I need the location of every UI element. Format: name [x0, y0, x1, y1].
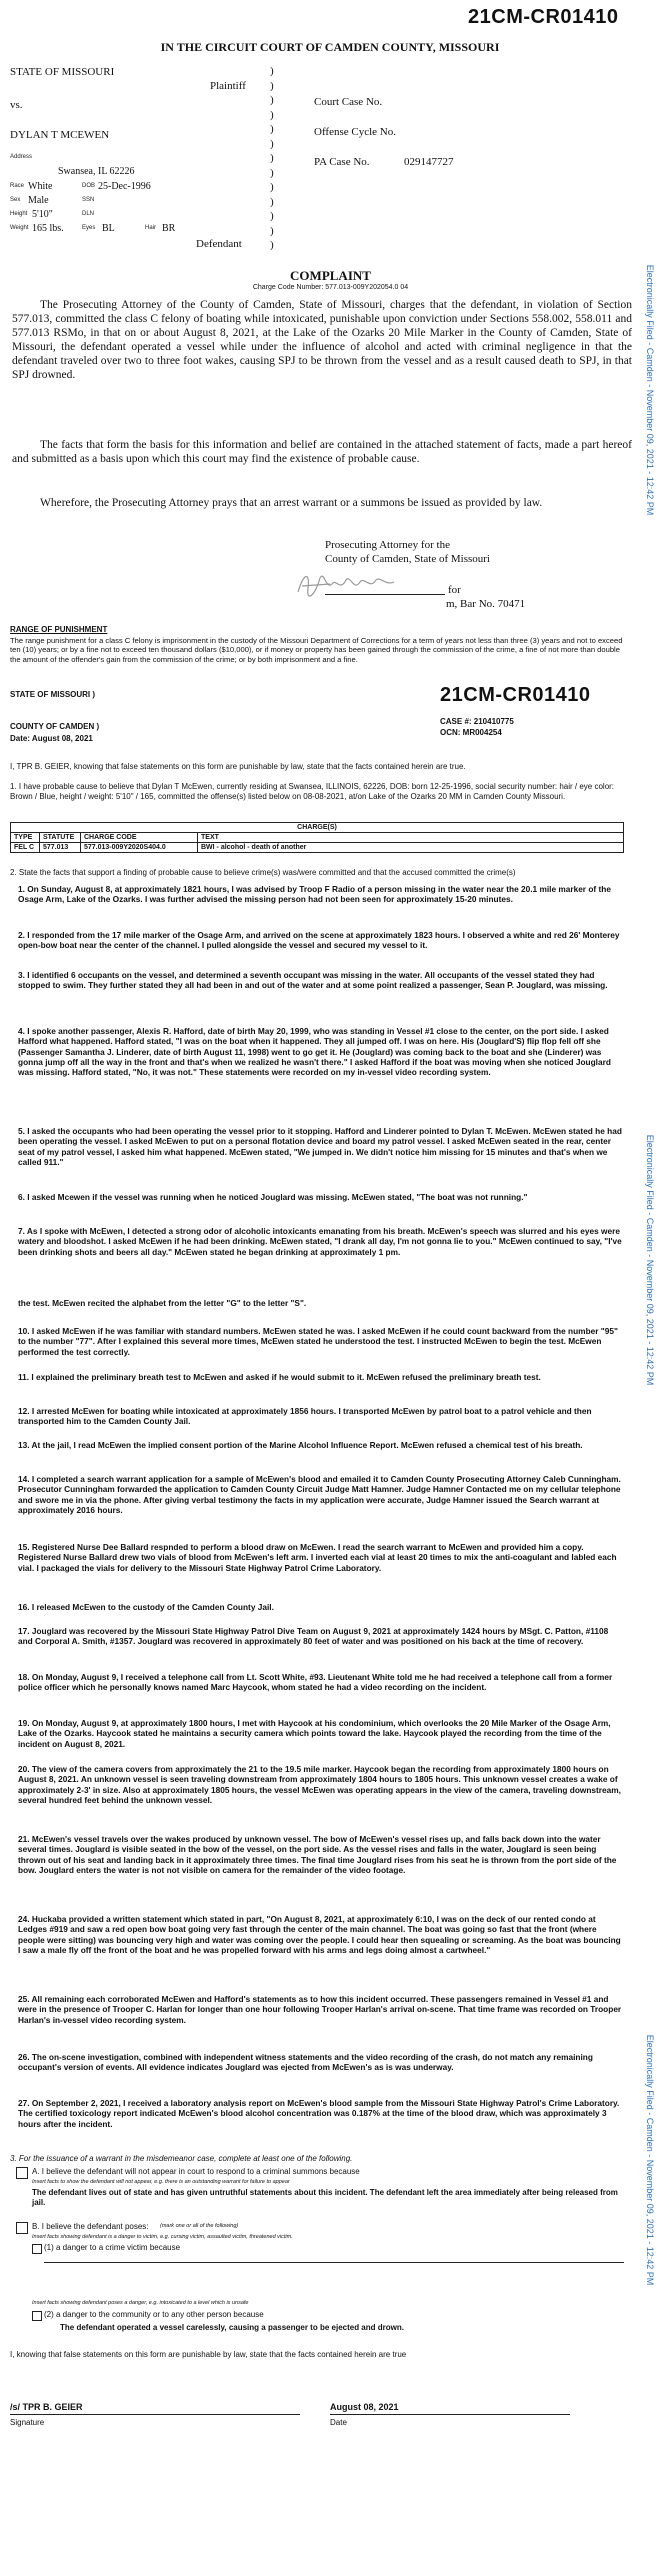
- charges-header-code: CHARGE CODE: [81, 833, 198, 843]
- pa-case-label: PA Case No.: [314, 156, 370, 168]
- option-b1-text: (1) a danger to a crime victim because: [44, 2243, 181, 2252]
- prosecutor-signature: [290, 566, 400, 602]
- sig-line-1: Prosecuting Attorney for the: [325, 539, 450, 551]
- statement-date: Date: August 08, 2021: [10, 734, 93, 743]
- fact-27: 27. On September 2, 2021, I received a laboratory analysis report on McEwen's blood sample from the Missouri State Highway Patrol's Crime Laboratory. The certified toxicology report indicated McEwen's blood alcohol concentration was 0.187% at the time of the blood draw, which was approximately 3 hours after the incident.: [18, 2098, 620, 2129]
- range-text: The range punishment for a class C felony is imprisonment in the custody of the Missouri Department of Corrections for a term of years not less than three (3) years and not to exceed ten (10) years; or by a fine not to exceed ten thousand dollars ($10,000), or if money or property has been gained through the commission of the crime, a fine of not more than double the amount of the offender's gain from the commission of the crime; or by both imprisonment and a fine.: [10, 636, 623, 664]
- fact-15: 15. Registered Nurse Dee Ballard respnded to perform a blood draw on McEwen. I read the search warrant to McEwen and provided him a copy. Registered Nurse Ballard drew two vials of blood from McEwen's left arm. I inverted each vial at least 20 times to mix the anti-coagulant and labled each vial. I packaged the vials for delivery to the Missouri State Highway Patrol Crime Laboratory.: [18, 1542, 617, 1573]
- fact-26: 26. The on-scene investigation, combined with independent witness statements and the video recording of the crash, do not match any remaining occupant's version of events. All evidence indicates Jouglard was ejected from McEwen's as is was underway.: [18, 2052, 593, 2073]
- fact-9-continued: the test. McEwen recited the alphabet from the letter "G" to the letter "S".: [18, 1298, 307, 1308]
- option-b2-text: (2) a danger to the community or to any other person because: [44, 2310, 264, 2319]
- fact-16: 16. I released McEwen to the custody of the Camden County Jail.: [18, 1602, 274, 1612]
- fact-4: 4. I spoke another passenger, Alexis R. Hafford, date of birth May 20, 1999, who was standing in Vessel #1 close to the center, on the port side. I asked Hafford what happened. Hafford stated, "I was on the boat when it happened. They all jumped off. I was on here. His (Jouglard'S) flip flop fell off she (Passenger Samantha J. Linderer, date of birth August 11, 1998) went to go get it. He (Jouglard) was coming back to the boat and she (Linderer) was gonna jump off all the way in the front and that's when we realized he wasn't there." I asked Hafford if the boat was moving when she noticed Jouglard was missing. Hafford stated, "No, it was not." These statements were recorded on my in-vessel video recording system.: [18, 1026, 611, 1078]
- statement-intro: I, TPR B. GEIER, knowing that false statements on this form are punishable by law, state that the facts contained herein are true.: [10, 762, 466, 771]
- caption-bracket: ) ) ) ) ) ) ) ) ) ) ) ) ): [270, 65, 274, 251]
- hair-label: Hair: [145, 225, 157, 231]
- weight-label: Weight: [10, 225, 29, 231]
- fact-13: 13. At the jail, I read McEwen the implied consent portion of the Marine Alcohol Influence Report. McEwen refused a chemical test of his breath.: [18, 1440, 583, 1450]
- charges-row: [11, 843, 624, 853]
- charges-title: CHARGE(S): [11, 823, 624, 833]
- option-b1-line: [44, 2262, 624, 2263]
- case-number-header: 21CM-CR01410: [468, 6, 619, 28]
- option-a-hint: Insert facts to show the defendant will not appear, e.g. there is an outstanding warrant for failure to appear: [32, 2179, 290, 2185]
- offense-cycle-label: Offense Cycle No.: [314, 126, 396, 138]
- fact-3: 3. I identified 6 occupants on the vessel, and determined a seventh occupant was missing in the water. All occupants of the vessel stated they had stopped to swim. They further stated they all had been in and out of the water and at some point realized a passenger, Sean P. Jouglard, was missing.: [18, 970, 608, 991]
- statement-ocn: OCN: MR004254: [440, 728, 502, 737]
- option-a-text: A. I believe the defendant will not appear in court to respond to a criminal summons because: [32, 2167, 360, 2176]
- charges-header-text: TEXT: [198, 833, 624, 843]
- sig-line-2: County of Camden, State of Missouri: [325, 553, 490, 565]
- closing-statement: I, knowing that false statements on this form are punishable by law, state that the facts contained herein are true: [10, 2350, 407, 2359]
- height-value: 5'10": [32, 209, 53, 220]
- option-b-text: B. I believe the defendant poses:: [32, 2222, 149, 2231]
- charge-type: FEL C: [11, 843, 40, 853]
- sig-for: for: [448, 584, 461, 596]
- court-title: IN THE CIRCUIT COURT OF CAMDEN COUNTY, MISSOURI: [160, 40, 500, 54]
- option-b-checkbox[interactable]: [16, 2222, 28, 2234]
- dob-label: DOB: [82, 183, 96, 189]
- defendant-label: Defendant: [196, 238, 242, 250]
- officer-signature: /s/ TPR B. GEIER: [10, 2402, 83, 2412]
- statement-case-number: 21CM-CR01410: [440, 684, 591, 706]
- efiling-watermark-3: Electronically Filed - Camden - November 09, 2021 - 12:42 PM: [645, 2034, 655, 2286]
- statement-case-no: CASE #: 210410775: [440, 717, 514, 726]
- defendant-address: Swansea, IL 62226: [58, 166, 135, 177]
- option-b2-hint: Insert facts showing defendant poses a danger, e.g. intoxicated to a level which is unsafe: [32, 2300, 249, 2306]
- statement-p3: 3. For the issuance of a warrant in the misdemeanor case, complete at least one of the following.: [10, 2154, 353, 2163]
- option-b1-checkbox[interactable]: [32, 2244, 42, 2254]
- charges-table-wrap: [10, 822, 624, 853]
- defendant-name: DYLAN T MCEWEN: [10, 129, 110, 141]
- fact-21: 21. McEwen's vessel travels over the wakes produced by unknown vessel. The bow of McEwen's vessel rises up, and falls back down into the water several times. Jouglard is visible seated in the bow of the vessel, on the port side. As the vessel rises and falls in the water, Jouglard is seen being thrown out of his seat and landing back in it approximately three times. The final time Jouglard rises from his seat he is thrown from the port side of the bow. Jouglard enters the water is not not visible on camera for the remainder of the video footage.: [18, 1834, 617, 1875]
- fact-25: 25. All remaining each corroborated McEwen and Hafford's statements as to how this incident occurred. These passengers remained in Vessel #1 and were in the presence of Trooper C. Harlan for longer than one hour following Trooper Harlan's arrival on-scene. That time frame was recorded on Trooper Harlan's in-vessel video recording system.: [18, 1994, 622, 2025]
- option-b2-answer: The defendant operated a vessel carelessly, causing a passenger to be ejected and drown.: [60, 2323, 404, 2332]
- dln-label: DLN: [82, 211, 95, 217]
- charge-code: Charge Code Number: 577.013-009Y202054.0 04: [252, 284, 409, 291]
- weight-value: 165 lbs.: [32, 223, 64, 234]
- address-label: Address: [10, 154, 33, 160]
- fact-6: 6. I asked Mcewen if the vessel was running when he noticed Jouglard was missing. McEwen stated, "The boat was not running.": [18, 1192, 528, 1202]
- signature-date: August 08, 2021: [330, 2402, 399, 2412]
- dob-value: 25-Dec-1996: [98, 181, 151, 192]
- fact-2: 2. I responded from the 17 mile marker of the Osage Arm, and arrived on the scene at approximately 1823 hours. I observed a white and red 26' Monterey open-bow boat near the center of the channel. I pulled alongside the vessel and secured my vessel to it.: [18, 930, 620, 951]
- complaint-paragraph-3: Wherefore, the Prosecuting Attorney prays that an arrest warrant or a summons be issued as provided by law.: [40, 497, 543, 509]
- fact-14: 14. I completed a search warrant application for a sample of McEwen's blood and emailed it to Camden County Prosecuting Attorney Caleb Cunningham. Prosecutor Cunningham forwarded the application to Camden County Circuit Judge Matt Hamner. Judge Hamner Contacted me on my cellular telephone and swore me in via the phone. After giving verbal testimony the facts in my application were accurate, Judge Hamner issued the Search warrant at approximately 2016 hours.: [18, 1474, 621, 1515]
- option-b-sub: (mark one or all of the following): [160, 2223, 239, 2229]
- vs-label: vs.: [10, 99, 23, 111]
- complaint-paragraph-1: The Prosecuting Attorney of the County of Camden, State of Missouri, charges that the defendant, in violation of Section 577.013, committed the class C felony of boating while intoxicated, punishable upon conviction under Sections 558.002, 558.011 and 577.013 RSMo, in that on or about August 8, 2021, at the Lake of the Ozarks 20 Mile Marker in the County of Camden, State of Missouri, the defendant operated a vessel while under the influence of alcohol and acted with criminal negligence in that the defendant traveled over two to three foot wakes, causing SPJ to be thrown from the vessel and as a result caused death to SPJ, in that SPJ drowned.: [12, 299, 632, 381]
- signature-line: [10, 2414, 300, 2415]
- fact-11: 11. I explained the preliminary breath test to McEwen and asked if he would submit to it. McEwen refused the preliminary breath test.: [18, 1372, 541, 1382]
- sex-label: Sex: [10, 197, 21, 203]
- eyes-label: Eyes: [82, 225, 96, 231]
- court-case-label: Court Case No.: [314, 96, 383, 108]
- state-of-missouri: STATE OF MISSOURI: [10, 66, 115, 78]
- eyes-value: BL: [102, 223, 115, 234]
- statement-county: COUNTY OF CAMDEN ): [10, 722, 100, 731]
- fact-19: 19. On Monday, August 9, at approximately 1800 hours, I met with Haycook at his condominium, which overlooks the 20 Mile Marker of the Osage Arm, Lake of the Ozarks. Haycook stated he maintains a security camera which points toward the lake. Haycook played the recording from the time of the incident on August 8, 2021.: [18, 1718, 611, 1749]
- option-b2-checkbox[interactable]: [32, 2311, 42, 2321]
- fact-7: 7. As I spoke with McEwen, I detected a strong odor of alcoholic intoxicants emanating from his breath. McEwen's speech was slurred and his eyes were watery and bloodshot. I asked McEwen if he had been drinking. McEwen stated, "I drank all day, I'm not gonna lie to you." McEwen continued to say, "I've been drinking shots and beers all day." McEwen stated he began drinking at approximately 1 pm.: [18, 1226, 622, 1257]
- charges-header-type: TYPE: [11, 833, 40, 843]
- fact-10: 10. I asked McEwen if he was familiar with standard numbers. McEwen stated he was. I asked McEwen if he could count backward from the number "95" to the number "77". After I explained this several more times, McEwen stated he understood the test. I instructed McEwen to begin the test. McEwen performed the test correctly.: [18, 1326, 618, 1357]
- statement-state: STATE OF MISSOURI ): [10, 690, 96, 699]
- fact-18: 18. On Monday, August 9, I received a telephone call from Lt. Scott White, #93. Lieutenant White told me he had received a telephone call from a former police officer which he personally knows named Marc Haycook, whom stated he had a video recording on the incident.: [18, 1672, 613, 1693]
- hair-value: BR: [162, 223, 176, 234]
- date-line: [330, 2414, 570, 2415]
- range-heading: RANGE OF PUNISHMENT: [10, 625, 108, 634]
- fact-1: 1. On Sunday, August 8, at approximately 1821 hours, I was advised by Troop F Radio of a person missing in the water near the 20.1 mile marker of the Osage Arm, Lake of the Ozarks. I was further advised the missing person had not been seen for approximately 15-20 minutes.: [18, 884, 611, 905]
- charges-header-statute: STATUTE: [40, 833, 81, 843]
- efiling-watermark-2: Electronically Filed - Camden - November 09, 2021 - 12:42 PM: [645, 1134, 655, 1386]
- statement-p2: 2. State the facts that support a finding of probable cause to believe crime(s) was/were committed and that the accused committed the crime(s): [10, 868, 516, 877]
- option-a-checkbox[interactable]: [16, 2167, 28, 2179]
- pa-case-number: 029147727: [404, 156, 454, 168]
- charges-table: [10, 822, 624, 853]
- charge-code: 577.013-009Y2020S404.0: [81, 843, 198, 853]
- signature-label: Signature: [10, 2418, 45, 2427]
- complaint-title: COMPLAINT: [290, 268, 371, 283]
- fact-12: 12. I arrested McEwen for boating while intoxicated at approximately 1856 hours. I transported McEwen by patrol boat to a patrol vehicle and then transported him to the Camden County Jail.: [18, 1406, 592, 1427]
- fact-5: 5. I asked the occupants who had been operating the vessel prior to it stopping. Hafford and Linderer pointed to Dylan T. McEwen. McEwen stated he had been operating the vessel. I asked McEwen to put on a personal flotation device and board my patrol vessel. I asked McEwen seated in the rear, center seat of my patrol vessel, I asked him what happened. McEwen stated, "We jumped in. We didn't notice him missing for 15 minutes and that's when we called 911.": [18, 1126, 622, 1167]
- sex-value: Male: [28, 195, 49, 206]
- option-a-answer: The defendant lives out of state and has given untruthful statements about this incident. The defendant left the area immediately after being released from jail.: [32, 2188, 618, 2207]
- charge-statute: 577.013: [40, 843, 81, 853]
- fact-17: 17. Jouglard was recovered by the Missouri State Highway Patrol Dive Team on August 9, 2021 at approximately 1424 hours by MSgt. C. Patton, #1108 and Corporal A. Smith, #1357. Jouglard was recovered in approximately 80 feet of water and was positioned on his back at the time of recovery.: [18, 1626, 609, 1647]
- height-label: Height: [10, 211, 28, 217]
- plaintiff-label: Plaintiff: [210, 80, 246, 92]
- date-label: Date: [330, 2418, 347, 2427]
- efiling-watermark-1: Electronically Filed - Camden - November 09, 2021 - 12:42 PM: [645, 264, 655, 516]
- race-value: White: [28, 181, 53, 192]
- fact-20: 20. The view of the camera covers from approximately the 21 to the 19.5 mile marker. Haycook began the recording from approximately 1800 hours on August 8, 2021. An unknown vessel is seen traveling downstream from approximately 1804 hours to 1805 hours. This unknown vessel creates a wake of approximately 2-3' in size. Also at approximately 1805 hours, the vessel McEwen was operating appears in the view of the camera, traveling downstream, several hundred feet behind the unknown vessel.: [18, 1764, 621, 1805]
- sig-underline: [325, 594, 445, 595]
- ssn-label: SSN: [82, 197, 95, 203]
- race-label: Race: [10, 183, 25, 189]
- statement-p1: 1. I have probable cause to believe that Dylan T McEwen, currently residing at Swansea, ILLINOIS, 62226, DOB: born 12-25-1996, social security number: hair / eye color: Brown / Blue, height / weight: 5'10" / 165, committed the offense(s) listed below on 08-08-2021, at/on Lake of the Ozarks 20 MM in Camden County Missouri.: [10, 782, 615, 801]
- fact-24: 24. Huckaba provided a written statement which stated in part, "On August 8, 2021, at approximately 6:10, I was on the deck of our rented condo at Ledges #919 and saw a red open bow boat going very fast through the center of the main channel. The boat was going so fast that the front (where people were sitting) was bouncing very high and water was coming over the people. I could hear then squealing or screaming. As the boat was bouncing I saw a male fly off the front of the boat and he was propelled forward with his arms and legs doing almost a cartwheel.": [18, 1914, 621, 1955]
- charge-text: BWI - alcohol - death of another: [198, 843, 624, 853]
- complaint-paragraph-2: The facts that form the basis for this information and belief are contained in the attached statement of facts, made a part hereof and submitted as a basis upon which this court may find the existence of probable cause.: [12, 439, 632, 465]
- sig-bar-number: m, Bar No. 70471: [446, 598, 526, 610]
- option-b-hint: Insert facts showing defendant is a danger to victim, e.g. cursing victim, assaulted victim, threatened victim.: [32, 2234, 293, 2240]
